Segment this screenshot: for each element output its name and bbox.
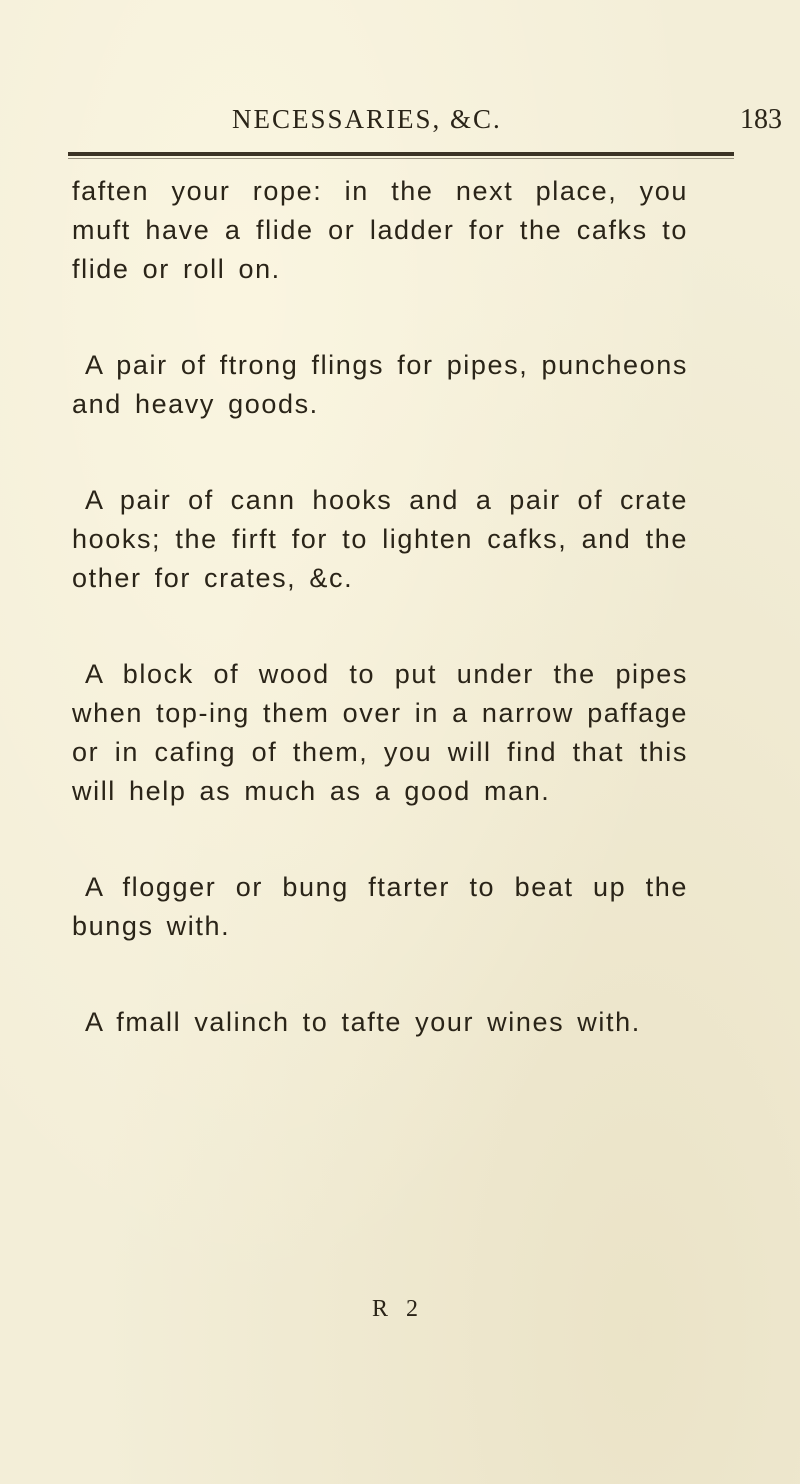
- signature-mark: R 2: [372, 1296, 425, 1322]
- paragraph: A pair of cann hooks and a pair of crate hooks; the firft for to lighten cafks, and the other for crates, &c.: [72, 485, 688, 593]
- header-rule-thin: [68, 158, 734, 159]
- running-head: [0, 104, 800, 144]
- paragraph: A fmall valinch to tafte your wines with.: [85, 1007, 641, 1037]
- paragraph: faften your rope: in the next place, you muft have a flide or ladder for the cafks to flide or roll on.: [72, 176, 688, 284]
- header-rule: [68, 152, 734, 156]
- paragraph: A block of wood to put under the pipes when top-ing them over in a narrow paffage or in cafing of them, you will find that this will help as much as a good man.: [72, 659, 688, 806]
- paragraph: A pair of ftrong flings for pipes, puncheons and heavy goods.: [72, 350, 688, 419]
- paragraph: A flogger or bung ftarter to beat up the bungs with.: [72, 872, 688, 941]
- running-head-title: NECESSARIES, &C.: [232, 104, 502, 134]
- page-number: 183: [740, 104, 782, 135]
- body-text: [72, 172, 688, 1099]
